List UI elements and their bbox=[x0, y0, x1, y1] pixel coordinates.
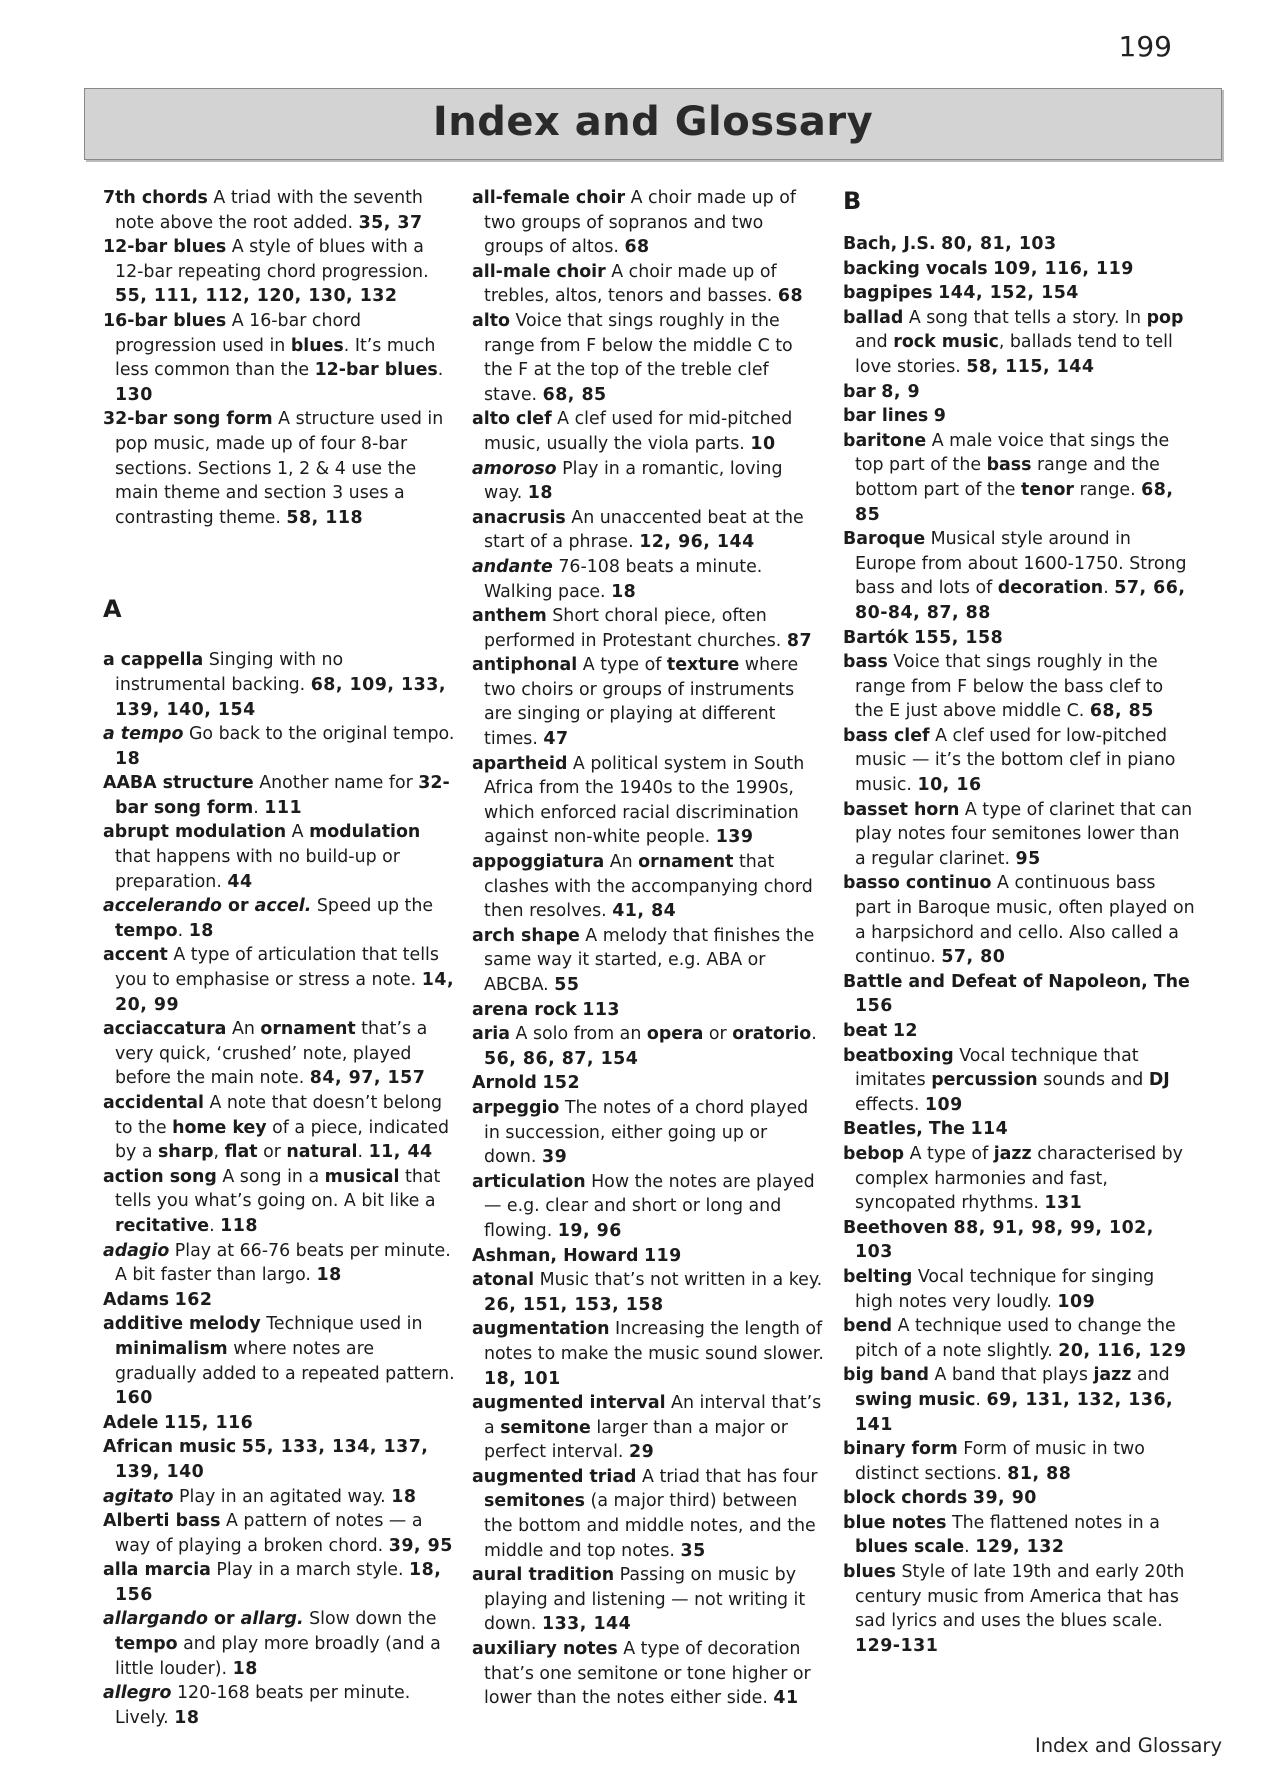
index-entry: arch shape A melody that finishes the same way it started, e.g. ABA or ABCBA. 55 bbox=[472, 925, 815, 995]
index-entry: Ashman, Howard 119 bbox=[472, 1245, 682, 1266]
index-entry: bagpipes 144, 152, 154 bbox=[843, 283, 1079, 304]
index-entry: agitato Play in an agitated way. 18 bbox=[103, 1486, 417, 1507]
index-entry: 12-bar blues A style of blues with a 12-bar repeating chord progression. 55, 111, 112, 120, 130, 132 bbox=[103, 237, 429, 307]
index-entry: beat 12 bbox=[843, 1021, 919, 1041]
index-column-3 bbox=[843, 186, 1195, 1658]
index-entry: 7th chords A triad with the seventh note above the root added. 35, 37 bbox=[103, 188, 423, 233]
index-entry: belting Vocal technique for singing high notes very loudly. 109 bbox=[843, 1266, 1155, 1312]
index-entry: all-male choir A choir made up of trebles, altos, tenors and basses. 68 bbox=[472, 261, 804, 307]
index-entry: Adams 162 bbox=[103, 1289, 213, 1310]
index-entry: basso continuo A continuous bass part in Baroque music, often played on a harpsichord and cello. Also called a continuo. 57, 80 bbox=[843, 873, 1195, 968]
index-entry: articulation How the notes are played — e.g. clear and short or long and flowing. 19, 96 bbox=[472, 1171, 815, 1241]
index-entry: acciaccatura An ornament that’s a very quick, ‘crushed’ note, played before the main note. 84, 97, 157 bbox=[103, 1019, 428, 1089]
index-entry: Bach, J.S. 80, 81, 103 bbox=[843, 234, 1057, 254]
index-entry: all-female choir A choir made up of two groups of sopranos and two groups of altos. 68 bbox=[472, 188, 796, 258]
index-entry: 32-bar song form A structure used in pop music, made up of four 8-bar sections. Sections 1, 2 & 4 use the main theme and section 3 uses a contrasting theme. 58, 118 bbox=[103, 409, 444, 528]
index-entry: African music 55, 133, 134, 137, 139, 140 bbox=[103, 1437, 429, 1482]
index-entry: Battle and Defeat of Napoleon, The 156 bbox=[843, 971, 1190, 1017]
index-entry: alto clef A clef used for mid-pitched music, usually the viola parts. 10 bbox=[472, 409, 793, 454]
index-entry: bass clef A clef used for low-pitched music — it’s the bottom clef in piano music. 10, 16 bbox=[843, 725, 1176, 796]
index-entry: basset horn A type of clarinet that can play notes four semitones lower than a regular clarinet. 95 bbox=[843, 799, 1193, 869]
section-letter-heading: A bbox=[103, 595, 122, 624]
index-entry: Arnold 152 bbox=[472, 1073, 581, 1094]
title-banner bbox=[84, 88, 1222, 160]
index-entry: augmentation Increasing the length of notes to make the music sound slower. 18, 101 bbox=[472, 1319, 824, 1389]
index-entry: blue notes The flattened notes in a blues scale. 129, 132 bbox=[843, 1512, 1160, 1558]
index-entry: accelerando or accel. Speed up the tempo. 18 bbox=[103, 896, 434, 941]
index-entry: AABA structure Another name for 32-bar song form. 111 bbox=[103, 773, 450, 818]
index-entry: accidental A note that doesn’t belong to the home key of a piece, indicated by a sharp, flat or natural. 11, 44 bbox=[103, 1093, 449, 1163]
index-entry: a tempo Go back to the original tempo. 18 bbox=[103, 724, 455, 769]
index-entry: abrupt modulation A modulation that happens with no build-up or preparation. 44 bbox=[103, 822, 421, 892]
index-entry: anthem Short choral piece, often performed in Protestant churches. 87 bbox=[472, 606, 813, 651]
section-spacer bbox=[103, 530, 455, 594]
index-entry: action song A song in a musical that tells you what’s going on. A bit like a recitative. 118 bbox=[103, 1166, 441, 1236]
index-entry: alto Voice that sings roughly in the range from F below the middle C to the F at the top of the treble clef stave. 68, 85 bbox=[472, 310, 793, 405]
index-entry: 16-bar blues A 16-bar chord progression used in blues. It’s much less common than the 12-bar blues. 130 bbox=[103, 310, 444, 405]
index-entry: Bartók 155, 158 bbox=[843, 627, 1004, 648]
page-number: 199 bbox=[1118, 30, 1172, 63]
index-entry: aural tradition Passing on music by playing and listening — not writing it down. 133, 144 bbox=[472, 1565, 806, 1635]
index-entry: accent A type of articulation that tells you to emphasise or stress a note. 14, 20, 99 bbox=[103, 945, 455, 1015]
index-entry: bar lines 9 bbox=[843, 406, 947, 427]
index-entry: bass Voice that sings roughly in the range from F below the bass clef to the E just above middle C. 68, 85 bbox=[843, 652, 1164, 722]
index-entry: Beethoven 88, 91, 98, 99, 102, 103 bbox=[843, 1217, 1154, 1263]
index-column-1 bbox=[103, 186, 455, 1730]
index-entry: a cappella Singing with no instrumental backing. 68, 109, 133, 139, 140, 154 bbox=[103, 650, 446, 720]
index-entry: bar 8, 9 bbox=[843, 381, 921, 402]
index-entry: appoggiatura An ornament that clashes with the accompanying chord then resolves. 41, 84 bbox=[472, 852, 813, 922]
index-entry: binary form Form of music in two distinct sections. 81, 88 bbox=[843, 1439, 1145, 1484]
index-entry: Alberti bass A pattern of notes — a way of playing a broken chord. 39, 95 bbox=[103, 1511, 453, 1556]
section-letter-heading: B bbox=[843, 187, 862, 215]
page-title: Index and Glossary bbox=[432, 99, 874, 145]
index-entry: auxiliary notes A type of decoration that’s one semitone or tone higher or lower than the notes either side. 41 bbox=[472, 1639, 811, 1709]
index-entry: Beatles, The 114 bbox=[843, 1119, 1009, 1140]
index-entry: aria A solo from an opera or oratorio. 56, 86, 87, 154 bbox=[472, 1024, 817, 1069]
index-entry: additive melody Technique used in minimalism where notes are gradually added to a repeated pattern. 160 bbox=[103, 1314, 455, 1409]
index-entry: bend A technique used to change the pitch of a note slightly. 20, 116, 129 bbox=[843, 1316, 1187, 1361]
index-entry: Adele 115, 116 bbox=[103, 1412, 254, 1433]
index-entry: apartheid A political system in South Africa from the 1940s to the 1990s, which enforced racial discrimination against non-white people. 139 bbox=[472, 753, 805, 848]
index-entry: block chords 39, 90 bbox=[843, 1488, 1037, 1509]
index-entry: amoroso Play in a romantic, loving way. 18 bbox=[472, 458, 783, 504]
index-entry: augmented interval An interval that’s a semitone larger than a major or perfect interval. 29 bbox=[472, 1393, 822, 1463]
footer-section-label: Index and Glossary bbox=[1034, 1734, 1222, 1757]
index-entry: big band A band that plays jazz and swing music. 69, 131, 132, 136, 141 bbox=[843, 1365, 1174, 1435]
index-entry: alla marcia Play in a march style. 18, 156 bbox=[103, 1560, 442, 1605]
index-entry: arena rock 113 bbox=[472, 999, 621, 1020]
index-entry: Baroque Musical style around in Europe from about 1600-1750. Strong bass and lots of decoration. 57, 66, 80-84, 87, 88 bbox=[843, 529, 1187, 623]
index-entry: allargando or allarg. Slow down the tempo and play more broadly (and a little louder). 18 bbox=[103, 1609, 441, 1679]
index-entry: anacrusis An unaccented beat at the start of a phrase. 12, 96, 144 bbox=[472, 507, 804, 553]
index-entry: backing vocals 109, 116, 119 bbox=[843, 258, 1134, 279]
index-entry: adagio Play at 66-76 beats per minute. A bit faster than largo. 18 bbox=[103, 1240, 451, 1286]
index-entry: beatboxing Vocal technique that imitates percussion sounds and DJ effects. 109 bbox=[843, 1045, 1170, 1115]
index-entry: allegro 120-168 beats per minute. Lively. 18 bbox=[103, 1683, 411, 1728]
index-entry: ballad A song that tells a story. In pop and rock music, ballads tend to tell love stories. 58, 115, 144 bbox=[843, 307, 1184, 377]
index-entry: augmented triad A triad that has four semitones (a major third) between the bottom and middle notes, and the middle and top notes. 35 bbox=[472, 1466, 818, 1561]
index-entry: arpeggio The notes of a chord played in succession, either going up or down. 39 bbox=[472, 1097, 809, 1168]
index-entry: atonal Music that’s not written in a key. 26, 151, 153, 158 bbox=[472, 1270, 823, 1315]
index-entry: blues Style of late 19th and early 20th century music from America that has sad lyrics and uses the blues scale. 129-131 bbox=[843, 1562, 1185, 1656]
index-entry: andante 76-108 beats a minute. Walking pace. 18 bbox=[472, 556, 763, 602]
index-entry: baritone A male voice that sings the top part of the bass range and the bottom part of the tenor range. 68, 85 bbox=[843, 430, 1174, 525]
index-column-2 bbox=[472, 186, 824, 1711]
index-entry: antiphonal A type of texture where two choirs or groups of instruments are singing or playing at different times. 47 bbox=[472, 655, 799, 750]
index-entry: bebop A type of jazz characterised by complex harmonies and fast, syncopated rhythms. 131 bbox=[843, 1143, 1183, 1214]
